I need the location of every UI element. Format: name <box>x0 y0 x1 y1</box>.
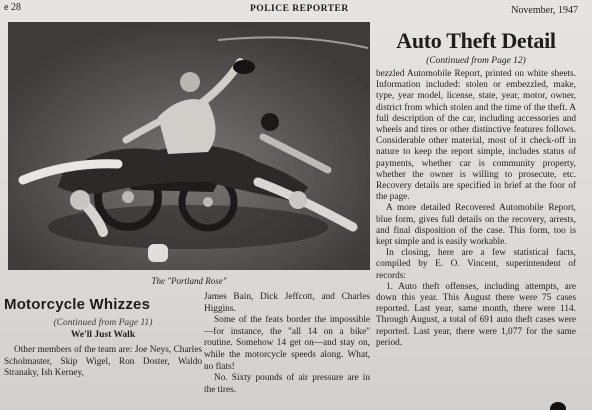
auto-theft-paragraph-2: A more detailed Recovered Automobile Report, blue form, gives full details on the recovery, arrests, and final disposition of the case. This form, too is kept simple and is easily workable. <box>376 203 576 248</box>
middle-paragraph-3: No. Sixty pounds of air pressure are in the tires. <box>204 373 370 395</box>
motorcycle-article-body: Other members of the team are: Joe Neys, Charles Scholmaster, Skip Wigel, Ron Doster, Waldo Stranaky, Ish Kerney, <box>4 345 202 379</box>
publication-title: POLICE REPORTER <box>250 4 349 14</box>
page-number: e 28 <box>4 2 21 13</box>
page-header <box>0 0 592 20</box>
motorcycle-article <box>4 296 202 380</box>
middle-paragraph-2: Some of the feats border the impossible—for instance, the "all 14 on a bike" routine. Somehow 14 get on—and stay on, while the motorcycle speeds along. What, no flats! <box>204 315 370 372</box>
middle-paragraph-1: James Bain, Dick Jeffcott, and Charles Higgins. <box>204 292 370 314</box>
auto-theft-paragraph-3: In closing, here are a few statistical facts, compiled by E. O. Vincent, superintendent of records: <box>376 248 576 281</box>
auto-theft-paragraph-1: bezzled Automobile Report, printed on white sheets. Information included: stolen or embezzled, make, type, year model, license, state, year, motor, owner, district from which stolen and the time of the theft. A full description of the car, including accessories and wheels and tires or other distinctive features follows. Considerable other material, most of it check-off in nature to keep the report simple, includes status of payments, whether car is community property, whether the owner is willing to prosecute, etc. Recovery details are specified in brief at the foor of the page. <box>376 69 576 203</box>
auto-theft-paragraph-4: 1. Auto theft offenses, including attempts, are down this year. This August there were 75 cases reported. Last year, same month, there were 114. Through August, a total of 691 auto theft cases were reported. Last year, there were 1,077 for the same period. <box>376 281 576 348</box>
motorcycle-article-subhead: We'll Just Walk <box>70 330 136 340</box>
ink-spot <box>550 402 566 410</box>
auto-theft-headline: Auto Theft Detail <box>396 28 556 53</box>
motorcycle-riders-illustration <box>8 22 370 270</box>
motorcycle-team-photo <box>8 22 370 270</box>
auto-theft-continued-note: (Continued from Page 12) <box>426 56 526 66</box>
photo-caption: The "Portland Rose" <box>151 276 227 286</box>
auto-theft-article <box>376 28 576 349</box>
motorcycle-article-continued <box>204 292 370 396</box>
continued-from-note: (Continued from Page 11) <box>53 318 153 328</box>
issue-date: November, 1947 <box>511 5 578 16</box>
motorcycle-article-headline: Motorcycle Whizzes <box>4 296 151 313</box>
auto-theft-body <box>376 69 576 349</box>
